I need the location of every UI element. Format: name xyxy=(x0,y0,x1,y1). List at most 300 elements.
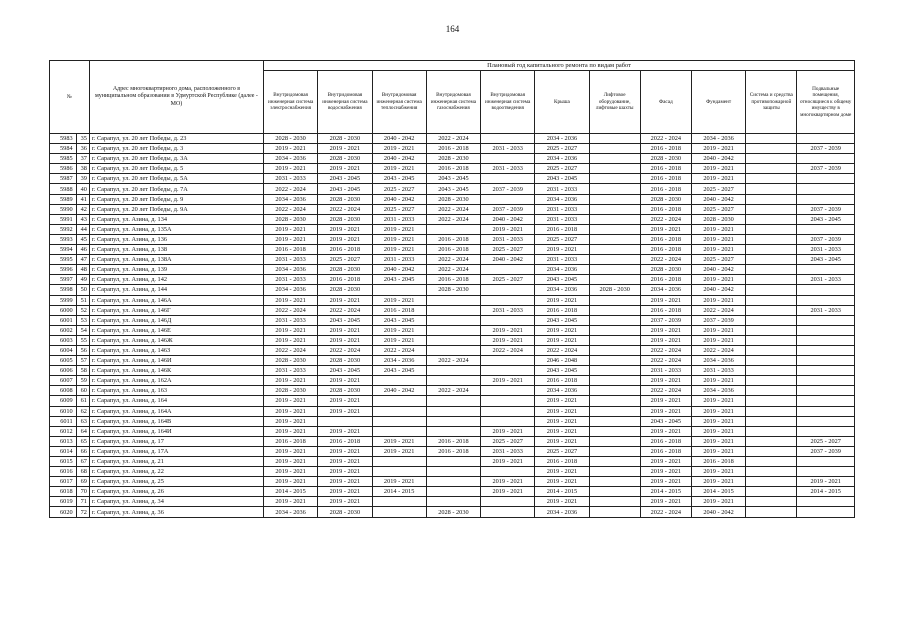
table-row xyxy=(50,295,855,305)
repair-period-cell: 2019 - 2021 xyxy=(263,396,317,406)
repair-period-cell: 2019 - 2021 xyxy=(691,224,745,234)
repair-period-cell xyxy=(746,487,797,497)
row-id-cell: 6003 xyxy=(50,335,77,345)
repair-period-cell: 2043 - 2045 xyxy=(535,315,589,325)
repair-period-cell xyxy=(746,345,797,355)
repair-period-cell: 2031 - 2033 xyxy=(797,245,855,255)
repair-period-cell xyxy=(589,224,640,234)
repair-period-cell xyxy=(746,134,797,144)
repair-period-cell: 2028 - 2030 xyxy=(640,154,691,164)
repair-period-cell xyxy=(797,406,855,416)
table-header xyxy=(50,61,855,134)
repair-period-cell xyxy=(481,134,535,144)
address-cell: г. Сарапул, ул. Азина, д. 164И xyxy=(89,426,263,436)
address-cell: г. Сарапул, ул. 20 лет Победы, д. 9 xyxy=(89,194,263,204)
repair-period-cell xyxy=(372,497,426,507)
repair-period-cell: 2019 - 2021 xyxy=(318,467,372,477)
address-cell: г. Сарапул, ул. Азина, д. 139 xyxy=(89,265,263,275)
row-number-cell: 70 xyxy=(76,487,89,497)
row-id-cell: 6000 xyxy=(50,305,77,315)
address-cell: г. Сарапул, ул. Азина, д. 146Е xyxy=(89,325,263,335)
repair-period-cell: 2022 - 2024 xyxy=(263,204,317,214)
repair-period-cell: 2016 - 2018 xyxy=(426,164,480,174)
repair-period-cell xyxy=(372,396,426,406)
repair-period-cell: 2019 - 2021 xyxy=(691,497,745,507)
repair-period-cell xyxy=(481,356,535,366)
repair-period-cell: 2016 - 2018 xyxy=(318,436,372,446)
table-row xyxy=(50,376,855,386)
repair-period-cell xyxy=(426,305,480,315)
repair-period-cell: 2019 - 2021 xyxy=(640,467,691,477)
row-id-cell: 6011 xyxy=(50,416,77,426)
repair-period-cell: 2028 - 2030 xyxy=(426,194,480,204)
repair-period-cell: 2019 - 2021 xyxy=(640,325,691,335)
header-col-electricity: Внутридомовая инженерная система электроснабжения xyxy=(263,71,317,134)
repair-period-cell: 2016 - 2018 xyxy=(535,376,589,386)
repair-period-cell: 2022 - 2024 xyxy=(426,134,480,144)
capital-repair-table xyxy=(49,60,855,518)
row-id-cell: 6019 xyxy=(50,497,77,507)
repair-period-cell: 2022 - 2024 xyxy=(263,184,317,194)
repair-period-cell xyxy=(589,446,640,456)
repair-period-cell: 2040 - 2042 xyxy=(691,285,745,295)
repair-period-cell: 2022 - 2024 xyxy=(640,356,691,366)
header-col-elevator: Лифтовое оборудование, лифтовые шахты xyxy=(589,71,640,134)
repair-period-cell xyxy=(589,497,640,507)
table-row xyxy=(50,356,855,366)
repair-period-cell: 2014 - 2015 xyxy=(535,487,589,497)
address-cell: г. Сарапул, ул. Азина, д. 34 xyxy=(89,497,263,507)
repair-period-cell: 2019 - 2021 xyxy=(691,245,745,255)
address-cell: г. Сарапул, ул. 20 лет Победы, д. 23 xyxy=(89,134,263,144)
row-id-cell: 6007 xyxy=(50,376,77,386)
repair-period-cell: 2019 - 2021 xyxy=(263,144,317,154)
repair-period-cell xyxy=(481,406,535,416)
row-id-cell: 5988 xyxy=(50,184,77,194)
repair-period-cell xyxy=(797,335,855,345)
repair-period-cell: 2022 - 2024 xyxy=(535,345,589,355)
repair-period-cell: 2028 - 2030 xyxy=(426,507,480,517)
repair-period-cell: 2034 - 2036 xyxy=(535,285,589,295)
repair-period-cell: 2022 - 2024 xyxy=(426,265,480,275)
repair-period-cell: 2028 - 2030 xyxy=(318,356,372,366)
header-plan-year: Плановый год капитального ремонта по видам работ xyxy=(263,61,854,71)
repair-period-cell xyxy=(426,315,480,325)
repair-period-cell: 2040 - 2042 xyxy=(691,194,745,204)
address-cell: г. Сарапул, ул. Азина, д. 17А xyxy=(89,446,263,456)
repair-period-cell: 2019 - 2021 xyxy=(535,416,589,426)
row-number-cell: 69 xyxy=(76,477,89,487)
row-id-cell: 6009 xyxy=(50,396,77,406)
repair-period-cell: 2016 - 2018 xyxy=(640,234,691,244)
repair-period-cell: 2043 - 2045 xyxy=(372,315,426,325)
repair-period-cell: 2031 - 2033 xyxy=(481,305,535,315)
repair-period-cell: 2019 - 2021 xyxy=(640,396,691,406)
header-address: Адрес многоквартирного дома, расположенного в муниципальном образовании в Удмуртской Республике (далее - МО) xyxy=(89,61,263,134)
repair-period-cell: 2019 - 2021 xyxy=(318,457,372,467)
row-number-cell: 47 xyxy=(76,255,89,265)
repair-period-cell: 2043 - 2045 xyxy=(535,366,589,376)
table-row xyxy=(50,144,855,154)
page-number: 164 xyxy=(445,24,460,34)
repair-period-cell: 2019 - 2021 xyxy=(263,446,317,456)
repair-period-cell: 2019 - 2021 xyxy=(372,224,426,234)
repair-period-cell: 2034 - 2036 xyxy=(535,265,589,275)
row-number-cell: 61 xyxy=(76,396,89,406)
repair-period-cell xyxy=(481,416,535,426)
repair-period-cell: 2016 - 2018 xyxy=(535,457,589,467)
repair-period-cell: 2019 - 2021 xyxy=(372,436,426,446)
repair-period-cell: 2028 - 2030 xyxy=(318,285,372,295)
repair-period-cell: 2019 - 2021 xyxy=(372,144,426,154)
repair-period-cell xyxy=(589,184,640,194)
repair-period-cell: 2019 - 2021 xyxy=(263,416,317,426)
repair-period-cell: 2016 - 2018 xyxy=(426,446,480,456)
repair-period-cell: 2040 - 2042 xyxy=(481,255,535,265)
repair-period-cell: 2031 - 2033 xyxy=(481,144,535,154)
header-col-sewage: Внутридомовая инженерная система водоотведения xyxy=(481,71,535,134)
repair-period-cell xyxy=(746,335,797,345)
repair-period-cell: 2022 - 2024 xyxy=(318,305,372,315)
repair-period-cell xyxy=(589,305,640,315)
repair-period-cell: 2034 - 2036 xyxy=(263,265,317,275)
row-number-cell: 59 xyxy=(76,376,89,386)
repair-period-cell: 2019 - 2021 xyxy=(263,164,317,174)
address-cell: г. Сарапул, ул. Азина, д. 25 xyxy=(89,477,263,487)
repair-period-cell: 2043 - 2045 xyxy=(318,366,372,376)
repair-period-cell xyxy=(372,467,426,477)
repair-period-cell: 2019 - 2021 xyxy=(535,335,589,345)
row-id-cell: 5995 xyxy=(50,255,77,265)
table-row xyxy=(50,234,855,244)
repair-period-cell: 2043 - 2045 xyxy=(426,174,480,184)
repair-period-cell: 2043 - 2045 xyxy=(426,184,480,194)
row-id-cell: 5998 xyxy=(50,285,77,295)
repair-period-cell: 2019 - 2021 xyxy=(318,477,372,487)
repair-period-cell: 2043 - 2045 xyxy=(318,174,372,184)
repair-period-cell: 2022 - 2024 xyxy=(318,345,372,355)
row-number-cell: 68 xyxy=(76,467,89,477)
address-cell: г. Сарапул, ул. Азина, д. 146Ж xyxy=(89,335,263,345)
row-number-cell: 36 xyxy=(76,144,89,154)
repair-period-cell: 2028 - 2030 xyxy=(318,214,372,224)
repair-period-cell xyxy=(372,457,426,467)
repair-period-cell xyxy=(797,184,855,194)
row-id-cell: 5997 xyxy=(50,275,77,285)
header-col-foundation: Фундамент xyxy=(691,71,745,134)
repair-period-cell xyxy=(589,507,640,517)
repair-period-cell xyxy=(589,457,640,467)
repair-period-cell: 2019 - 2021 xyxy=(318,335,372,345)
row-id-cell: 6016 xyxy=(50,467,77,477)
row-id-cell: 5986 xyxy=(50,164,77,174)
repair-period-cell xyxy=(372,426,426,436)
repair-period-cell: 2031 - 2033 xyxy=(263,255,317,265)
row-id-cell: 6001 xyxy=(50,315,77,325)
repair-period-cell xyxy=(797,376,855,386)
repair-period-cell: 2016 - 2018 xyxy=(426,245,480,255)
repair-period-cell: 2037 - 2039 xyxy=(797,204,855,214)
table-row xyxy=(50,446,855,456)
row-number-cell: 64 xyxy=(76,426,89,436)
repair-period-cell: 2019 - 2021 xyxy=(640,406,691,416)
repair-period-cell: 2019 - 2021 xyxy=(372,477,426,487)
repair-period-cell: 2031 - 2033 xyxy=(263,275,317,285)
address-cell: г. Сарапул, ул. Азина, д. 21 xyxy=(89,457,263,467)
repair-period-cell: 2043 - 2045 xyxy=(535,174,589,184)
row-id-cell: 5990 xyxy=(50,204,77,214)
repair-period-cell: 2014 - 2015 xyxy=(263,487,317,497)
repair-period-cell xyxy=(746,204,797,214)
repair-period-cell: 2019 - 2021 xyxy=(691,416,745,426)
row-id-cell: 6010 xyxy=(50,406,77,416)
repair-period-cell: 2025 - 2027 xyxy=(535,164,589,174)
repair-period-cell: 2025 - 2027 xyxy=(481,436,535,446)
repair-period-cell xyxy=(797,507,855,517)
repair-period-cell xyxy=(746,255,797,265)
repair-period-cell: 2019 - 2021 xyxy=(691,164,745,174)
address-cell: г. Сарапул, ул. 20 лет Победы, д. 5А xyxy=(89,174,263,184)
repair-period-cell xyxy=(426,497,480,507)
repair-period-cell xyxy=(426,224,480,234)
repair-period-cell: 2019 - 2021 xyxy=(318,325,372,335)
repair-period-cell xyxy=(589,234,640,244)
repair-period-cell: 2031 - 2033 xyxy=(372,214,426,224)
repair-period-cell xyxy=(481,467,535,477)
repair-period-cell xyxy=(797,426,855,436)
repair-period-cell: 2019 - 2021 xyxy=(263,477,317,487)
repair-period-cell: 2034 - 2036 xyxy=(535,507,589,517)
repair-period-cell: 2028 - 2030 xyxy=(318,265,372,275)
repair-period-cell xyxy=(426,295,480,305)
repair-period-cell xyxy=(797,194,855,204)
row-id-cell: 5985 xyxy=(50,154,77,164)
repair-period-cell xyxy=(797,134,855,144)
repair-period-cell xyxy=(746,356,797,366)
repair-period-cell: 2025 - 2027 xyxy=(535,446,589,456)
repair-period-cell: 2022 - 2024 xyxy=(691,345,745,355)
repair-period-cell xyxy=(746,265,797,275)
repair-period-cell: 2014 - 2015 xyxy=(797,487,855,497)
repair-period-cell: 2028 - 2030 xyxy=(640,194,691,204)
repair-period-cell: 2034 - 2036 xyxy=(263,154,317,164)
header-col-water: Внутридомовая инженерная система водоснабжения xyxy=(318,71,372,134)
repair-period-cell xyxy=(589,275,640,285)
repair-period-cell: 2019 - 2021 xyxy=(481,376,535,386)
repair-period-cell: 2031 - 2033 xyxy=(691,366,745,376)
repair-period-cell xyxy=(589,436,640,446)
repair-period-cell: 2019 - 2021 xyxy=(691,376,745,386)
address-cell: г. Сарапул, ул. Азина, д. 164 xyxy=(89,396,263,406)
repair-period-cell xyxy=(589,154,640,164)
repair-period-cell xyxy=(797,265,855,275)
repair-period-cell: 2022 - 2024 xyxy=(691,305,745,315)
repair-period-cell xyxy=(318,416,372,426)
repair-period-cell: 2019 - 2021 xyxy=(535,426,589,436)
repair-period-cell: 2016 - 2018 xyxy=(640,436,691,446)
repair-period-cell: 2019 - 2021 xyxy=(481,335,535,345)
repair-period-cell: 2019 - 2021 xyxy=(263,295,317,305)
address-cell: г. Сарапул, ул. Азина, д. 146А xyxy=(89,295,263,305)
address-cell: г. Сарапул, ул. Азина, д. 164В xyxy=(89,416,263,426)
repair-period-cell: 2019 - 2021 xyxy=(640,497,691,507)
repair-period-cell: 2025 - 2027 xyxy=(481,275,535,285)
row-id-cell: 6005 xyxy=(50,356,77,366)
repair-period-cell: 2019 - 2021 xyxy=(640,426,691,436)
repair-period-cell xyxy=(481,154,535,164)
repair-period-cell xyxy=(746,285,797,295)
repair-period-cell xyxy=(481,194,535,204)
repair-period-cell: 2022 - 2024 xyxy=(426,386,480,396)
repair-period-cell xyxy=(589,245,640,255)
address-cell: г. Сарапул, ул. 20 лет Победы, д. 9А xyxy=(89,204,263,214)
repair-period-cell: 2034 - 2036 xyxy=(535,194,589,204)
repair-period-cell: 2016 - 2018 xyxy=(640,446,691,456)
repair-period-cell: 2043 - 2045 xyxy=(372,174,426,184)
table-row xyxy=(50,184,855,194)
repair-period-cell xyxy=(746,154,797,164)
repair-period-cell: 2022 - 2024 xyxy=(318,204,372,214)
repair-period-cell: 2037 - 2039 xyxy=(797,164,855,174)
row-number-cell: 72 xyxy=(76,507,89,517)
row-number-cell: 46 xyxy=(76,245,89,255)
repair-period-cell: 2025 - 2027 xyxy=(797,436,855,446)
row-number-cell: 44 xyxy=(76,224,89,234)
row-id-cell: 6002 xyxy=(50,325,77,335)
repair-period-cell: 2016 - 2018 xyxy=(535,305,589,315)
repair-period-cell xyxy=(746,436,797,446)
repair-period-cell: 2028 - 2030 xyxy=(318,194,372,204)
repair-period-cell xyxy=(589,134,640,144)
repair-period-cell xyxy=(797,285,855,295)
row-id-cell: 5992 xyxy=(50,224,77,234)
repair-period-cell: 2043 - 2045 xyxy=(318,184,372,194)
address-cell: г. Сарапул, ул. 20 лет Победы, д. 3А xyxy=(89,154,263,164)
repair-period-cell: 2037 - 2039 xyxy=(797,234,855,244)
table-row xyxy=(50,416,855,426)
repair-period-cell xyxy=(589,386,640,396)
repair-period-cell xyxy=(797,396,855,406)
repair-period-cell xyxy=(481,285,535,295)
repair-period-cell: 2019 - 2021 xyxy=(372,295,426,305)
repair-period-cell: 2019 - 2021 xyxy=(481,224,535,234)
repair-period-cell: 2019 - 2021 xyxy=(691,467,745,477)
repair-period-cell xyxy=(746,507,797,517)
repair-period-cell xyxy=(426,457,480,467)
row-number-cell: 63 xyxy=(76,416,89,426)
repair-period-cell: 2031 - 2033 xyxy=(263,315,317,325)
repair-period-cell: 2019 - 2021 xyxy=(318,224,372,234)
repair-period-cell xyxy=(372,285,426,295)
table-row xyxy=(50,396,855,406)
repair-period-cell: 2034 - 2036 xyxy=(372,356,426,366)
repair-period-cell xyxy=(589,265,640,275)
repair-period-cell: 2034 - 2036 xyxy=(535,154,589,164)
table-row xyxy=(50,436,855,446)
repair-period-cell: 2022 - 2024 xyxy=(481,345,535,355)
address-cell: г. Сарапул, ул. Азина, д. 146З xyxy=(89,345,263,355)
repair-period-cell: 2019 - 2021 xyxy=(372,245,426,255)
repair-period-cell: 2031 - 2033 xyxy=(535,204,589,214)
repair-period-cell xyxy=(426,477,480,487)
table-row xyxy=(50,214,855,224)
row-number-cell: 52 xyxy=(76,305,89,315)
table-row xyxy=(50,245,855,255)
header-col-gas: Внутридомовая инженерная система газоснабжения xyxy=(426,71,480,134)
header-col-heating: Внутридомовая инженерная система теплоснабжения xyxy=(372,71,426,134)
repair-period-cell xyxy=(589,366,640,376)
repair-period-cell: 2019 - 2021 xyxy=(691,275,745,285)
row-id-cell: 5993 xyxy=(50,234,77,244)
repair-period-cell xyxy=(426,406,480,416)
row-id-cell: 5996 xyxy=(50,265,77,275)
repair-period-cell xyxy=(746,366,797,376)
repair-period-cell xyxy=(372,507,426,517)
repair-period-cell: 2022 - 2024 xyxy=(426,214,480,224)
address-cell: г. Сарапул, ул. Азина, д. 138 xyxy=(89,245,263,255)
row-number-cell: 56 xyxy=(76,345,89,355)
repair-period-cell: 2019 - 2021 xyxy=(691,325,745,335)
repair-period-cell: 2019 - 2021 xyxy=(318,406,372,416)
row-number-cell: 71 xyxy=(76,497,89,507)
repair-period-cell: 2019 - 2021 xyxy=(691,446,745,456)
repair-period-cell xyxy=(426,396,480,406)
repair-period-cell: 2037 - 2039 xyxy=(797,446,855,456)
repair-period-cell: 2034 - 2036 xyxy=(263,285,317,295)
repair-period-cell xyxy=(372,406,426,416)
repair-period-cell: 2019 - 2021 xyxy=(263,457,317,467)
row-id-cell: 6008 xyxy=(50,386,77,396)
table-row xyxy=(50,265,855,275)
repair-period-cell: 2016 - 2018 xyxy=(640,174,691,184)
repair-period-cell: 2019 - 2021 xyxy=(691,426,745,436)
repair-period-cell: 2019 - 2021 xyxy=(318,144,372,154)
repair-period-cell: 2022 - 2024 xyxy=(426,356,480,366)
repair-period-cell: 2034 - 2036 xyxy=(263,507,317,517)
repair-period-cell: 2031 - 2033 xyxy=(481,164,535,174)
repair-period-cell: 2031 - 2033 xyxy=(263,366,317,376)
table-row xyxy=(50,507,855,517)
repair-period-cell: 2019 - 2021 xyxy=(797,477,855,487)
repair-period-cell: 2019 - 2021 xyxy=(640,457,691,467)
repair-period-cell: 2016 - 2018 xyxy=(426,275,480,285)
repair-period-cell xyxy=(589,174,640,184)
row-number-cell: 40 xyxy=(76,184,89,194)
table-row xyxy=(50,134,855,144)
repair-period-cell: 2016 - 2018 xyxy=(640,164,691,174)
repair-period-cell: 2019 - 2021 xyxy=(535,436,589,446)
repair-period-cell: 2040 - 2042 xyxy=(372,134,426,144)
repair-period-cell: 2019 - 2021 xyxy=(481,325,535,335)
repair-period-cell: 2019 - 2021 xyxy=(372,164,426,174)
repair-period-cell xyxy=(589,487,640,497)
repair-period-cell: 2019 - 2021 xyxy=(318,487,372,497)
address-cell: г. Сарапул, ул. Азина, д. 36 xyxy=(89,507,263,517)
row-id-cell: 6006 xyxy=(50,366,77,376)
repair-period-cell: 2034 - 2036 xyxy=(691,386,745,396)
repair-period-cell xyxy=(797,497,855,507)
row-number-cell: 41 xyxy=(76,194,89,204)
repair-period-cell: 2022 - 2024 xyxy=(426,204,480,214)
table-row xyxy=(50,224,855,234)
repair-period-cell: 2019 - 2021 xyxy=(640,335,691,345)
repair-period-cell xyxy=(746,376,797,386)
row-number-cell: 67 xyxy=(76,457,89,467)
repair-period-cell xyxy=(746,396,797,406)
repair-period-cell: 2028 - 2030 xyxy=(318,386,372,396)
repair-period-cell: 2016 - 2018 xyxy=(640,275,691,285)
repair-period-cell: 2028 - 2030 xyxy=(318,507,372,517)
